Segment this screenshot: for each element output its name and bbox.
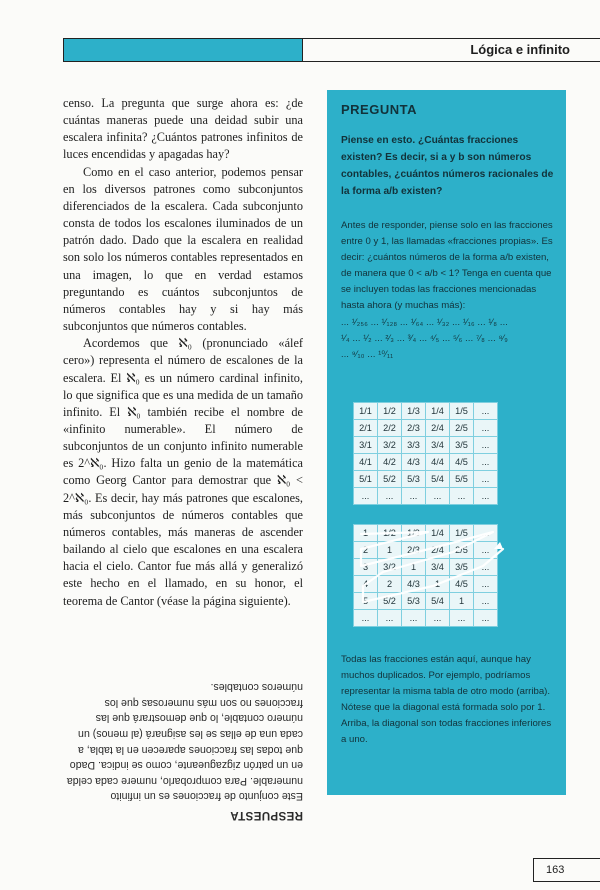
zigzag-path-icon xyxy=(353,524,523,632)
table-cell: 1/3 xyxy=(402,403,426,420)
table-cell: ... xyxy=(426,488,450,505)
table-cell: ... xyxy=(450,610,474,627)
main-paragraph-2: Como en el caso anterior, podemos pensar en los diversos patrones como subconjuntos diferenciados de la escalera. Cada subconjunto consta de todos los escalones iluminados de un patrón dado. Dado que la escalera en realidad son solo los números contables representados en una imagen, lo que en verdad estamos preguntando es cuántos subconjuntos de números contables hay y si hay más subconjuntos que números contables. xyxy=(63,164,303,334)
table-cell: 5 xyxy=(354,593,378,610)
table-cell: ... xyxy=(474,420,498,437)
table-cell: 5/3 xyxy=(402,593,426,610)
table-cell: 2/1 xyxy=(354,420,378,437)
table-cell: 5/3 xyxy=(402,471,426,488)
table-cell: 3/4 xyxy=(426,559,450,576)
question-body-text: Antes de responder, piense solo en las fracciones entre 0 y 1, las llamadas «fracciones propias». Es decir: ¿cuántos números de la forma a/b existen, de manera que 0 < a/b < 1? Tenga en cuenta que se incluyen todas las fracciones mencionadas hasta ahora (y muchas más): xyxy=(341,220,553,311)
table-cell: ... xyxy=(474,559,498,576)
table-cell: ... xyxy=(378,488,402,505)
table-cell: ... xyxy=(450,488,474,505)
table-cell: 3/5 xyxy=(450,437,474,454)
table-cell: ... xyxy=(474,542,498,559)
question-footer xyxy=(341,652,556,748)
table-cell: ... xyxy=(474,403,498,420)
table-cell: 2 xyxy=(378,576,402,593)
table-cell: 1/1 xyxy=(354,403,378,420)
table-cell: 4/5 xyxy=(450,576,474,593)
table-cell: 4/3 xyxy=(402,576,426,593)
answer-block-inverted xyxy=(63,662,303,822)
table-cell: 3/3 xyxy=(402,437,426,454)
question-body xyxy=(341,218,556,362)
table-cell: 2/5 xyxy=(450,542,474,559)
table-cell: ... xyxy=(474,610,498,627)
table-row xyxy=(354,437,498,454)
table-cell: 4/3 xyxy=(402,454,426,471)
table-cell: 5/5 xyxy=(450,471,474,488)
table-cell: 5/2 xyxy=(378,471,402,488)
main-paragraph-1: censo. La pregunta que surge ahora es: ¿de cuántas maneras puede una deidad subir una escalera infinita? ¿Cuántos patrones infinitos de luces encendidas y apagadas hay? xyxy=(63,96,303,162)
table-cell: 5/4 xyxy=(426,471,450,488)
table-cell: 1/2 xyxy=(378,525,402,542)
table-cell: 1/5 xyxy=(450,403,474,420)
table-cell: ... xyxy=(378,610,402,627)
table-cell: 3/2 xyxy=(378,437,402,454)
table-cell: ... xyxy=(474,488,498,505)
fraction-sequence-3: ... ⁹⁄₁₀ ... ¹⁰⁄₁₁ xyxy=(341,349,394,359)
table-cell: 2/2 xyxy=(378,420,402,437)
table-cell: 4 xyxy=(354,576,378,593)
main-text-column xyxy=(63,95,303,610)
question-box xyxy=(327,90,566,795)
table-cell: 2/4 xyxy=(426,542,450,559)
table-cell: 1 xyxy=(354,525,378,542)
table-cell: 1/3 xyxy=(402,525,426,542)
table-cell: 2/3 xyxy=(402,420,426,437)
table-cell: 3/4 xyxy=(426,437,450,454)
table-cell: 2/4 xyxy=(426,420,450,437)
fraction-table xyxy=(353,402,498,505)
page-number: 163 xyxy=(533,858,600,882)
table-cell: 1 xyxy=(378,542,402,559)
table-cell: 1/4 xyxy=(426,525,450,542)
running-header xyxy=(63,38,600,62)
table-row xyxy=(354,471,498,488)
table-cell: 2/3 xyxy=(402,542,426,559)
table-cell: ... xyxy=(426,610,450,627)
table-cell: 4/1 xyxy=(354,454,378,471)
table-cell: 5/2 xyxy=(378,593,402,610)
table-cell: 3/5 xyxy=(450,559,474,576)
table-cell: ... xyxy=(402,488,426,505)
answer-text: Este conjunto de fracciones es un infinito numerable. Para comprobarlo, numere cada celda en un patrón zigzagueante, como se indica. Dado que todas las fracciones aparecen en la tabla, a cada una de ellas se les asignará (al menos) un número contable, lo que demostrará que las fracciones no son más numerosas que los números contables. xyxy=(66,681,303,803)
table-cell: ... xyxy=(354,488,378,505)
table-cell: 2/5 xyxy=(450,420,474,437)
table-cell: 4/4 xyxy=(426,454,450,471)
table-cell: ... xyxy=(474,576,498,593)
header-accent-bar xyxy=(64,39,303,61)
table-cell: 4/2 xyxy=(378,454,402,471)
table-cell: ... xyxy=(474,454,498,471)
main-paragraph-3: Acordemos que ℵ₀ (pronunciado «álef cero») representa el número de escalones de la escalera. El ℵ₀ es un número cardinal infinito, lo que significa que es una medida de un tamaño infinito. El ℵ₀ también recibe el nombre de «infinito numerable». El número de subconjuntos de un conjunto infinito numerable es 2^ℵ₀. Hizo falta un genio de la matemática como Georg Cantor para demostrar que ℵ₀ < 2^ℵ₀. Es decir, hay más patrones que escalones, más subconjuntos de números contables que números contables, más maneras de ascender bailando al cielo que escalones en una escalera hacia el cielo. Cantor fue más allá y generalizó este hecho en el llamado, en su honor, el teorema de Cantor (véase la página siguiente). xyxy=(63,336,303,608)
table-row xyxy=(354,488,498,505)
table-cell: 1 xyxy=(402,559,426,576)
table-cell: 5/4 xyxy=(426,593,450,610)
table-cell: ... xyxy=(474,593,498,610)
table-row xyxy=(354,420,498,437)
question-text: Piense en esto. ¿Cuántas fracciones existen? Es decir, si a y b son números contables, ¿cuántos números racionales de la forma a/b existen? xyxy=(341,135,554,197)
table-cell: 5/1 xyxy=(354,471,378,488)
table-cell: ... xyxy=(474,471,498,488)
table-row xyxy=(354,454,498,471)
table-cell: 3/2 xyxy=(378,559,402,576)
answer-title: RESPUESTA xyxy=(229,809,303,821)
question-title: PREGUNTA xyxy=(341,102,417,117)
table-cell: ... xyxy=(474,525,498,542)
table-cell: ... xyxy=(402,610,426,627)
fraction-sequence-1: ... ¹⁄₂₅₆ ... ¹⁄₁₂₈ ... ¹⁄₆₄ ... ¹⁄₃₂ ... ¹⁄₁₆ ... ¹⁄₈ ... xyxy=(341,317,508,327)
table-cell: 3/1 xyxy=(354,437,378,454)
question-footer-text: Todas las fracciones están aquí, aunque hay muchos duplicados. Por ejemplo, podríamos representar la misma tabla de otro modo (arriba). Nótese que la diagonal está formada solo por 1. Arriba, la diagonal son todas fracciones inferiores a uno. xyxy=(341,654,552,745)
table-cell: ... xyxy=(474,437,498,454)
table-cell: 1/4 xyxy=(426,403,450,420)
table-cell: 1/5 xyxy=(450,525,474,542)
table-cell: 2 xyxy=(354,542,378,559)
table-cell: 4/5 xyxy=(450,454,474,471)
fraction-sequence-2: ¹⁄₄ ... ¹⁄₂ ... ²⁄₃ ... ³⁄₄ ... ⁴⁄₅ ... ⁵⁄₆ ... ⁷⁄₈ ... ⁸⁄₉ xyxy=(341,333,509,343)
header-title: Lógica e infinito xyxy=(470,42,570,57)
table-cell: 1/2 xyxy=(378,403,402,420)
table-cell: 1 xyxy=(426,576,450,593)
table-cell: ... xyxy=(354,610,378,627)
table-cell: 1 xyxy=(450,593,474,610)
table-cell: 3 xyxy=(354,559,378,576)
table-row xyxy=(354,403,498,420)
